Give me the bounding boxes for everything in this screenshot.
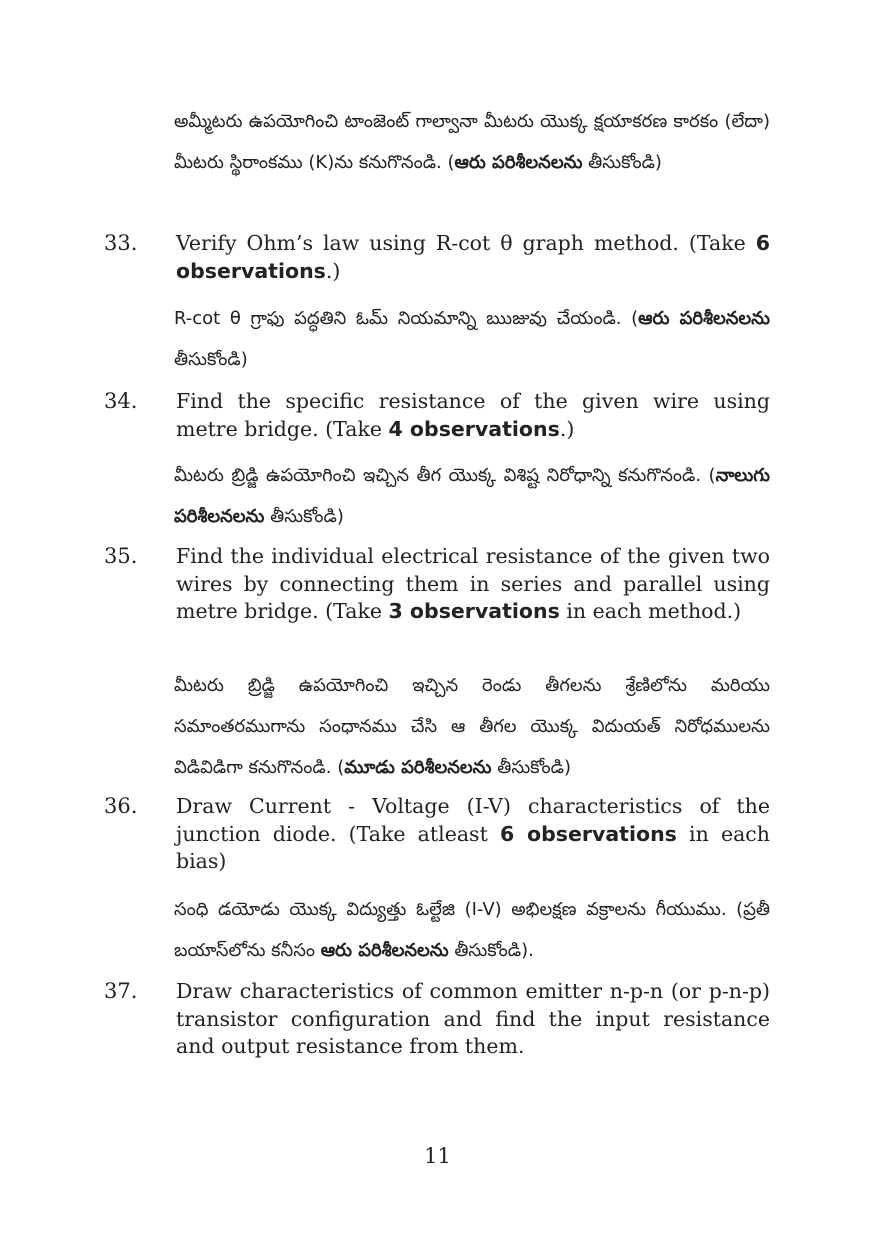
item-number: 35. [104,544,138,568]
item-telugu-text [174,889,770,971]
item-number: 33. [104,231,138,255]
english-text: Draw characteristics of common emitter n-p-n (or p-n-p) transistor configuration and find the input resistance and output resistance from them. [176,979,770,1058]
english-text: Find the individual electrical resistance of the given two wires by connecting them in series and parallel using metre bridge. (Take [176,544,770,623]
english-bold-text: 4 observations [388,416,560,441]
item-number: 36. [104,794,138,818]
item-telugu-text [174,298,770,380]
item-english-text [176,543,770,626]
item-english-text [176,230,770,285]
item-telugu-text [174,665,770,788]
item-number: 37. [104,979,138,1003]
telugu-bold-text: ఆరు పరిశీలనలను [638,308,770,329]
english-text-end: .) [325,258,341,283]
english-text: Find the specific resistance of the given wire using metre bridge. (Take [176,389,770,441]
telugu-bold-text: ఆరు పరిశీలనలను [320,940,449,961]
telugu-bold-text: నాలుగు పరిశీలనలను [174,465,770,527]
intro-text: అమ్మీటరు ఉపయోగించి టాంజెంట్ గాల్వానా మీటరు యొక్క క్షయాకరణ కారకం (లేదా) మీటరు స్థిరాంకము (K)ను కనుగొనండి. ( [174,111,770,173]
english-text: Verify Ohm’s law using R-cot θ graph method. (Take [176,231,756,255]
english-bold-text: 6 observations [176,231,770,283]
english-bold-text: 6 observations [499,821,677,846]
intro-text-end: తీసుకోండి) [582,152,662,173]
telugu-text-end: తీసుకోండి). [448,940,534,961]
telugu-text: మీటరు బ్రిడ్జి ఉపయోగించి ఇచ్చిన రెండు తీగలను శ్రేణిలోను మరియు సమాంతరముగాను సంధానము చేసి ఆ తీగల యొక్క విదుయత్ నిరోధములను విడివిడిగా కనుగొనండి. ( [174,675,770,778]
telugu-text-end: తీసుకోండి) [174,349,248,370]
telugu-text-end: తీసుకోండి) [264,506,344,527]
english-bold-text: 3 observations [388,599,560,623]
telugu-text: సంధి డయోడు యొక్క విద్యుత్తు ఓల్టేజి (I-V) అభిలక్షణ వక్రాలను గీయుము. (ప్రతీ బయాస్‌లోను కనీసం [174,899,770,961]
item-english-text [176,978,770,1061]
english-text-end: in each bias) [176,821,770,873]
telugu-bold-text: మూడు పరిశీలనలను [344,757,492,778]
item-english-text [176,388,770,443]
telugu-text-end: తీసుకోండి) [491,757,571,778]
telugu-text: మీటరు బ్రిడ్జి ఉపయోగించి ఇచ్చిన తీగ యొక్క విశిష్ట నిరోధాన్ని కనుగొనండి. ( [174,465,716,486]
english-text-end: .) [559,416,575,441]
intro-bold-text: ఆరు పరిశీలనలను [454,152,583,173]
page-number: 11 [424,1144,451,1168]
telugu-text: R-cot θ గ్రాఫు పద్ధతిని ఓమ్ నియమాన్ని ఋజువు చేయండి. ( [174,308,639,329]
item-english-text [176,793,770,876]
item-number: 34. [104,389,138,413]
item-telugu-text [174,455,770,537]
intro-telugu-paragraph [174,101,770,183]
english-text-end: in each method.) [559,599,742,623]
english-text: Draw Current - Voltage (I-V) characteristics of the junction diode. (Take atleast [176,794,770,846]
